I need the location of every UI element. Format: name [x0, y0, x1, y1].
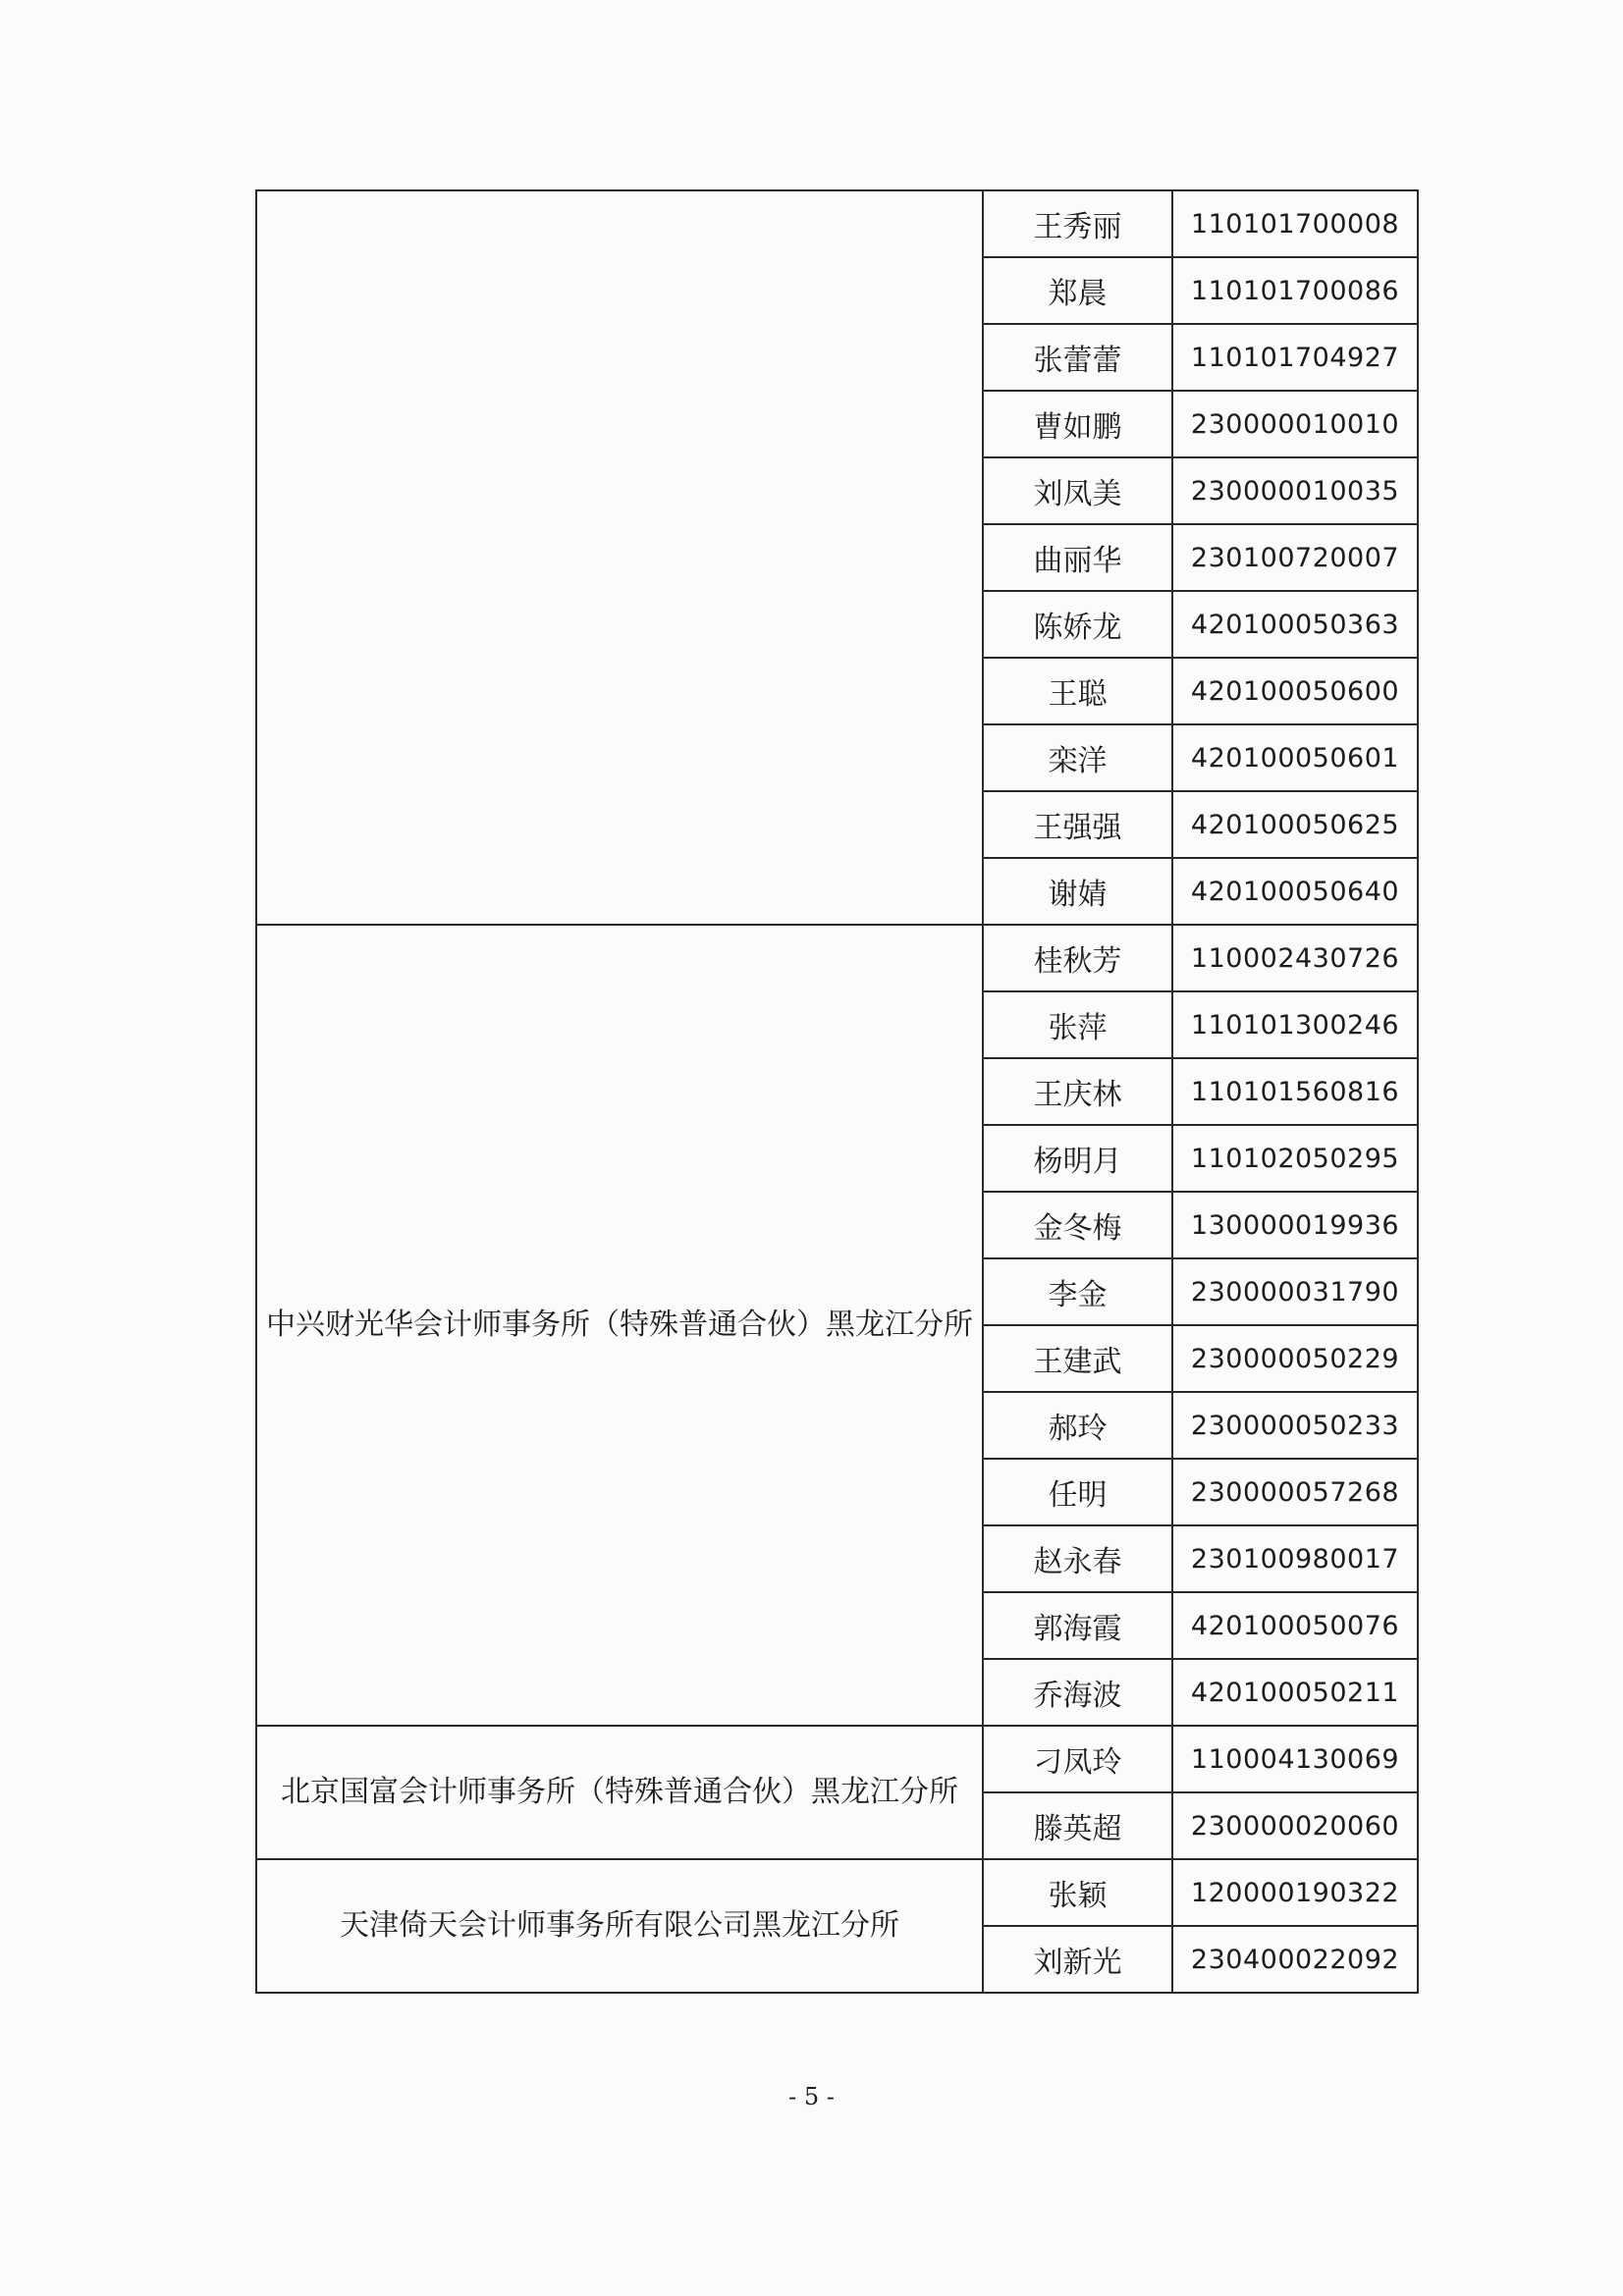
accountant-roster-table	[255, 189, 1419, 1994]
accountant-name-cell: 郑晨	[983, 257, 1172, 324]
certificate-number-cell: 120000190322	[1172, 1859, 1418, 1926]
accountant-name-cell: 桂秋芳	[983, 925, 1172, 991]
accountant-name-cell: 张蕾蕾	[983, 324, 1172, 391]
accountant-name-cell: 曲丽华	[983, 524, 1172, 591]
accountant-name-cell: 王建武	[983, 1325, 1172, 1392]
accountant-name-cell: 杨明月	[983, 1125, 1172, 1192]
certificate-number-cell: 230100980017	[1172, 1525, 1418, 1592]
table-row	[256, 190, 1418, 257]
page-number: - 5 -	[788, 2083, 835, 2110]
accountant-name-cell: 谢婧	[983, 858, 1172, 925]
certificate-number-cell: 110101300246	[1172, 991, 1418, 1058]
certificate-number-cell: 420100050600	[1172, 658, 1418, 724]
certificate-number-cell: 230000050233	[1172, 1392, 1418, 1459]
certificate-number-cell: 230000057268	[1172, 1459, 1418, 1525]
accountant-name-cell: 陈娇龙	[983, 591, 1172, 658]
certificate-number-cell: 110101560816	[1172, 1058, 1418, 1125]
certificate-number-cell: 230400022092	[1172, 1926, 1418, 1993]
accountant-name-cell: 王庆林	[983, 1058, 1172, 1125]
firm-name-cell: 天津倚天会计师事务所有限公司黑龙江分所	[256, 1859, 983, 1993]
accountant-name-cell: 张颖	[983, 1859, 1172, 1926]
certificate-number-cell: 110004130069	[1172, 1726, 1418, 1792]
certificate-number-cell: 230100720007	[1172, 524, 1418, 591]
accountant-name-cell: 赵永春	[983, 1525, 1172, 1592]
accountant-name-cell: 滕英超	[983, 1792, 1172, 1859]
certificate-number-cell: 420100050211	[1172, 1659, 1418, 1726]
accountant-name-cell: 郝玲	[983, 1392, 1172, 1459]
certificate-number-cell: 420100050601	[1172, 724, 1418, 791]
accountant-name-cell: 曹如鹏	[983, 391, 1172, 457]
certificate-number-cell: 130000019936	[1172, 1192, 1418, 1258]
table-row	[256, 1726, 1418, 1792]
certificate-number-cell: 110101700086	[1172, 257, 1418, 324]
accountant-name-cell: 金冬梅	[983, 1192, 1172, 1258]
accountant-name-cell: 王秀丽	[983, 190, 1172, 257]
table-row	[256, 1859, 1418, 1926]
accountant-name-cell: 刁凤玲	[983, 1726, 1172, 1792]
certificate-number-cell: 420100050363	[1172, 591, 1418, 658]
certificate-number-cell: 420100050076	[1172, 1592, 1418, 1659]
firm-name-cell: 中兴财光华会计师事务所（特殊普通合伙）黑龙江分所	[256, 925, 983, 1726]
certificate-number-cell: 420100050640	[1172, 858, 1418, 925]
accountant-name-cell: 任明	[983, 1459, 1172, 1525]
certificate-number-cell: 230000050229	[1172, 1325, 1418, 1392]
accountant-name-cell: 刘凤美	[983, 457, 1172, 524]
firm-name-cell: 北京国富会计师事务所（特殊普通合伙）黑龙江分所	[256, 1726, 983, 1859]
certificate-number-cell: 230000010035	[1172, 457, 1418, 524]
accountant-name-cell: 栾洋	[983, 724, 1172, 791]
certificate-number-cell: 230000031790	[1172, 1258, 1418, 1325]
accountant-name-cell: 李金	[983, 1258, 1172, 1325]
accountant-name-cell: 郭海霞	[983, 1592, 1172, 1659]
certificate-number-cell: 110002430726	[1172, 925, 1418, 991]
certificate-number-cell: 230000010010	[1172, 391, 1418, 457]
certificate-number-cell: 420100050625	[1172, 791, 1418, 858]
accountant-name-cell: 张萍	[983, 991, 1172, 1058]
accountant-name-cell: 乔海波	[983, 1659, 1172, 1726]
certificate-number-cell: 110102050295	[1172, 1125, 1418, 1192]
table-row	[256, 925, 1418, 991]
accountant-name-cell: 王强强	[983, 791, 1172, 858]
certificate-number-cell: 110101700008	[1172, 190, 1418, 257]
certificate-number-cell: 230000020060	[1172, 1792, 1418, 1859]
certificate-number-cell: 110101704927	[1172, 324, 1418, 391]
roster-body	[256, 190, 1418, 1993]
accountant-name-cell: 王聪	[983, 658, 1172, 724]
accountant-name-cell: 刘新光	[983, 1926, 1172, 1993]
firm-name-cell	[256, 190, 983, 925]
